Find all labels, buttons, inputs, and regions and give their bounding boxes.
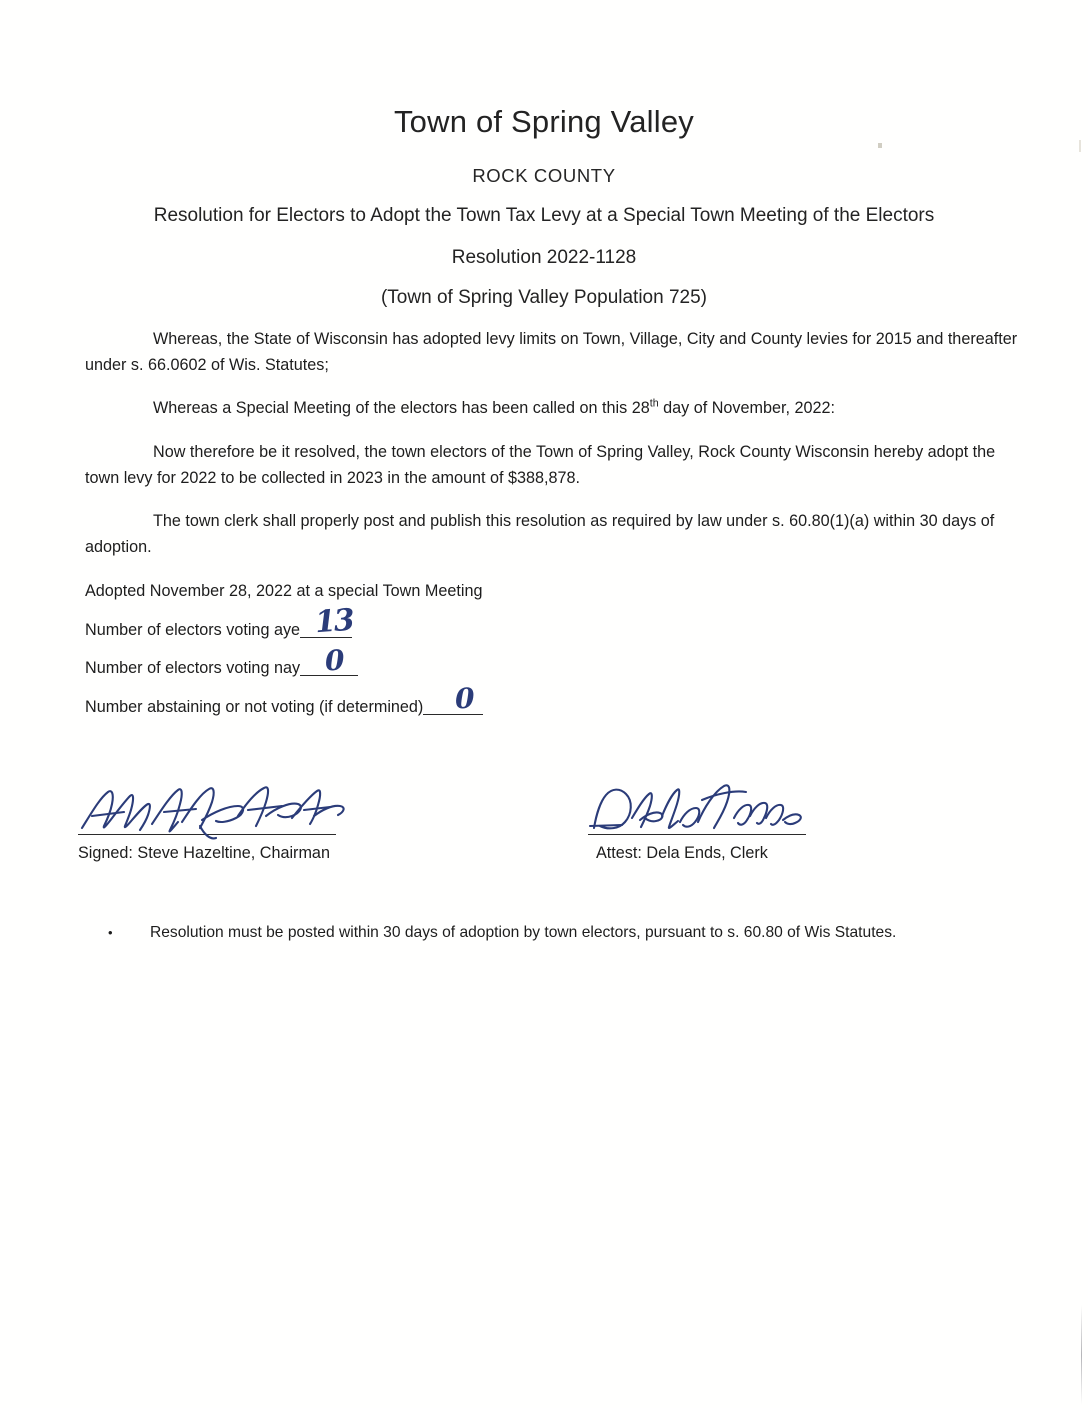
paragraph-2-text-before: Whereas a Special Meeting of the electors has been called on this 28 (153, 399, 650, 418)
handwritten-abstain-count: 0 (454, 681, 476, 716)
paragraph-2-text-after: day of November, 2022: (658, 399, 836, 418)
bullet-icon: • (108, 925, 113, 940)
page-title: Town of Spring Valley (393, 104, 694, 139)
paragraph-now-therefore-resolved: Now therefore be it resolved, the town electors of the Town of Spring Valley, Rock County Wisconsin hereby adopt the town levy for 2022 to be collected in 2023 in the amount of $388,878. (85, 442, 996, 487)
paragraph-clerk-posting-duty: The town clerk shall properly post and publish this resolution as required by law under s. 60.80(1)(a) within 30 days of adoption. (85, 512, 995, 557)
scan-artifact-speck (878, 143, 882, 148)
chairman-signature-ink (78, 782, 408, 834)
handwritten-aye-count: 13 (313, 602, 354, 641)
votes-abstain-row (85, 695, 483, 717)
votes-nay-label: Number of electors voting nay (85, 659, 301, 677)
chairman-caption: Signed: Steve Hazeltine, Chairman (78, 844, 330, 862)
scan-edge-line (1081, 1305, 1082, 1405)
chairman-signature-block (78, 782, 408, 863)
ordinal-suffix: th (649, 398, 659, 411)
paragraph-whereas-levy-limits: Whereas, the State of Wisconsin has adopted levy limits on Town, Village, City and County levies for 2015 and thereafter under s. 66.0602 of Wis. Statutes; (85, 330, 1018, 375)
clerk-signature-ink (588, 782, 888, 834)
resolution-number-line: Resolution 2022-1128 (451, 247, 637, 268)
scan-artifact-speck-secondary (1079, 140, 1081, 152)
paragraph-whereas-special-meeting (85, 395, 1025, 421)
resolution-subject-line: Resolution for Electors to Adopt the Town Tax Levy at a Special Town Meeting of the Electors (153, 205, 935, 226)
clerk-caption: Attest: Dela Ends, Clerk (596, 844, 768, 862)
clerk-signature-line (588, 834, 806, 835)
adopted-date-line: Adopted November 28, 2022 at a special Town Meeting (85, 582, 483, 600)
votes-abstain-label: Number abstaining or not voting (if determined) (85, 698, 424, 716)
votes-aye-label: Number of electors voting aye (85, 621, 301, 639)
county-subheading: ROCK COUNTY (472, 165, 616, 186)
votes-nay-row (85, 656, 358, 678)
votes-aye-row (85, 618, 352, 640)
footnote-text: Resolution must be posted within 30 days of adoption by town electors, pursuant to s. 60.80 of Wis Statutes. (150, 924, 897, 941)
footnote-posting-requirement (108, 922, 1008, 944)
clerk-signature-block (588, 782, 888, 863)
body-text (85, 326, 1025, 578)
handwritten-nay-count: 0 (324, 643, 346, 678)
population-line: (Town of Spring Valley Population 725) (380, 287, 707, 308)
